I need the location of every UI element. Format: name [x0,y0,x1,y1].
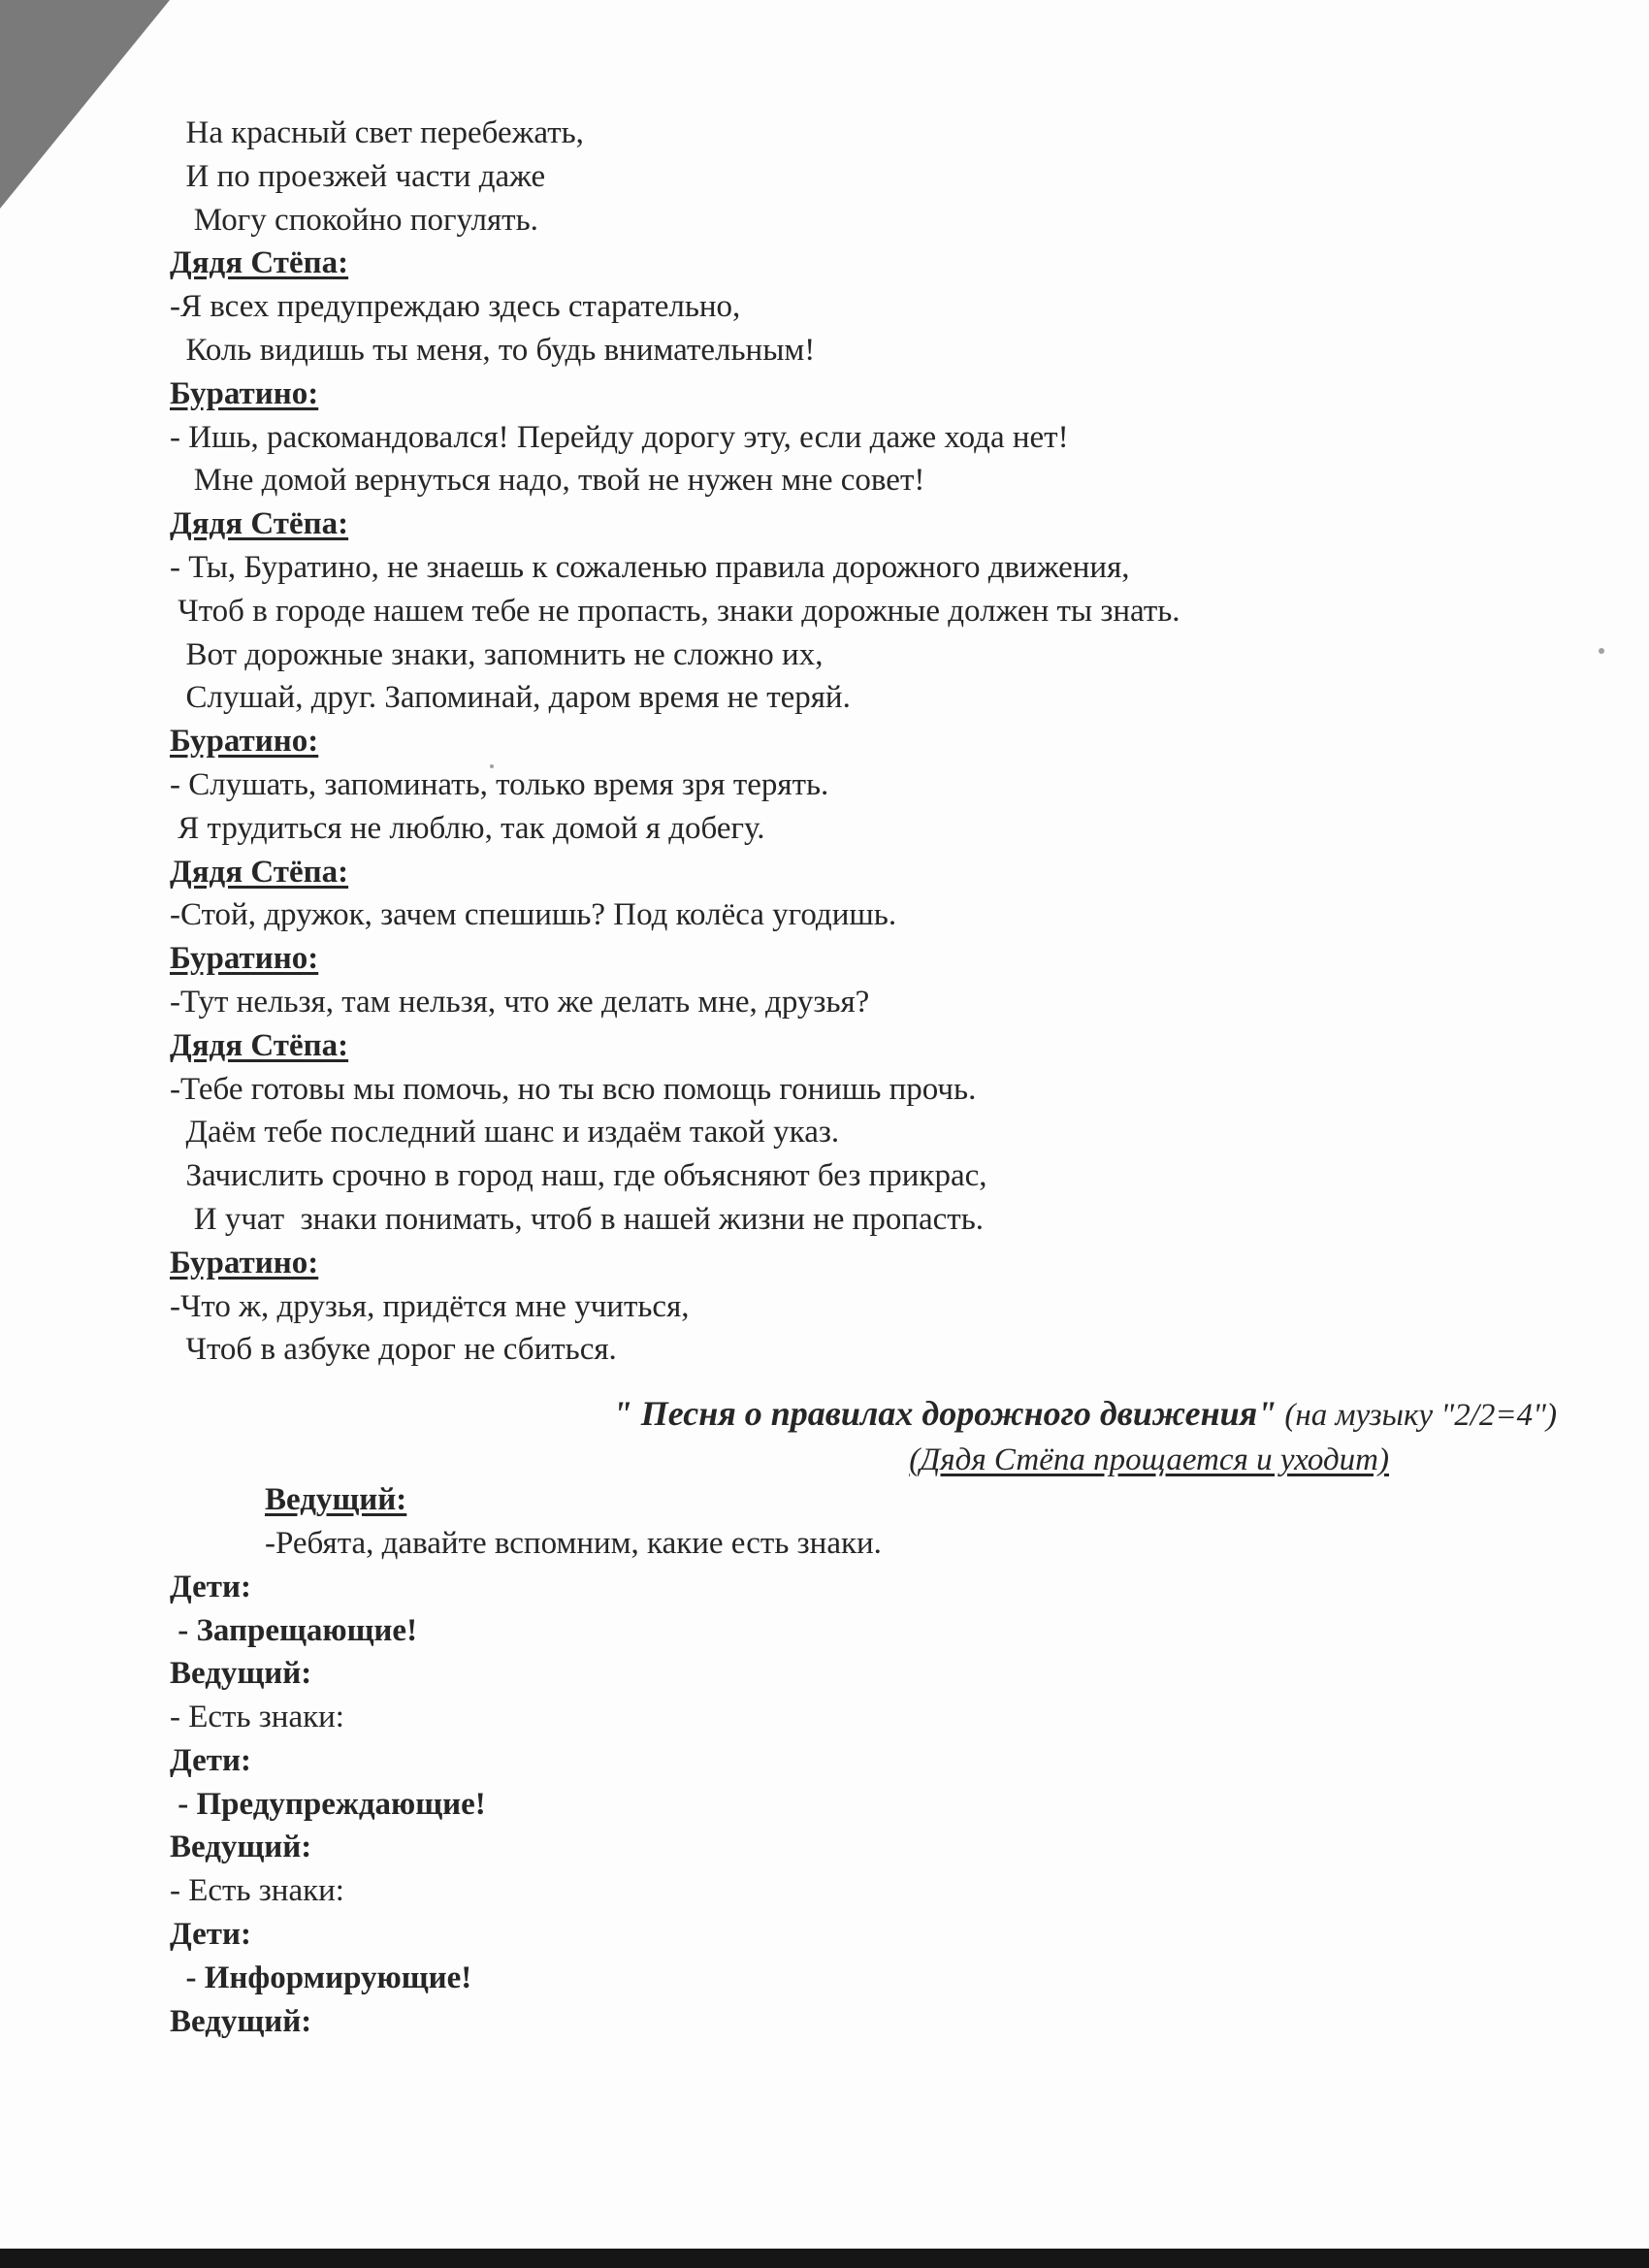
speaker-label: Дядя Стёпа: [170,854,349,890]
song-title: " Песня о правилах дорожного движения" [612,1394,1277,1434]
speaker-label: Дети: [170,1917,251,1953]
text-line: Коль видишь ты меня, то будь внимательным! [170,332,816,368]
speaker-label: Ведущий: [170,2003,312,2039]
speaker-label: Дядя Стёпа: [170,506,349,542]
text-line: - Есть знаки: [170,1873,344,1909]
text-line: Чтоб в городе нашем тебе не пропасть, знаки дорожные должен ты знать. [170,593,1180,629]
text-line: - Ты, Буратино, не знаешь к сожаленью правила дорожного движения, [170,549,1130,585]
text-line: Вот дорожные знаки, запомнить не сложно их, [170,636,824,672]
text-line: Могу спокойно погулять. [170,202,538,238]
text-line: -Тут нельзя, там нельзя, что же делать мне, друзья? [170,984,870,1020]
text-line: -Тебе готовы мы помочь, но ты всю помощь гонишь прочь. [170,1071,977,1107]
text-line: -Что ж, друзья, придётся мне учиться, [170,1288,690,1324]
scan-bottom-edge [0,2249,1649,2268]
text-line: Зачислить срочно в город наш, где объясняют без прикрас, [170,1158,987,1194]
stage-direction: (Дядя Стёпа прощается и уходит) [909,1442,1389,1478]
kids-reply: - Запрещающие! [170,1612,418,1648]
speaker-label: Буратино: [170,724,319,760]
speaker-label: Ведущий: [170,1830,312,1865]
scan-folded-corner [0,0,170,209]
text-line: Слушай, друг. Запоминай, даром время не теряй. [170,680,851,716]
song-music-note: (на музыку "2/2=4") [1277,1398,1557,1434]
text-line: Мне домой вернуться надо, твой не нужен мне совет! [170,463,925,499]
text-line: - Есть знаки: [170,1700,344,1735]
scan-speck [1599,648,1604,654]
speaker-label: Дядя Стёпа: [170,245,349,281]
speaker-label: Ведущий: [265,1482,407,1518]
text-line: Чтоб в азбуке дорог не сбиться. [170,1332,617,1368]
text-line: -Я всех предупреждаю здесь старательно, [170,289,741,325]
text-line: Даём тебе последний шанс и издаём такой указ. [170,1115,840,1150]
text-line: - Слушать, запоминать, только время зря терять. [170,766,829,802]
text-line: Я трудиться не люблю, так домой я добегу. [170,810,765,846]
script-page [170,112,1557,2043]
text-line: И учат знаки понимать, чтоб в нашей жизни не пропасть. [170,1201,985,1237]
text-line: На красный свет перебежать, [170,115,584,150]
speaker-label: Буратино: [170,375,319,411]
kids-reply: - Информирующие! [170,1960,472,1995]
speaker-label: Дядя Стёпа: [170,1027,349,1063]
speaker-label: Дети: [170,1569,251,1604]
speaker-label: Ведущий: [170,1656,312,1692]
speaker-label: Буратино: [170,1245,319,1280]
text-line: - Ишь, раскомандовался! Перейду дорогу эту, если даже хода нет! [170,419,1069,455]
text-line: -Стой, дружок, зачем спешишь? Под колёса угодишь. [170,897,897,933]
kids-reply: - Предупреждающие! [170,1786,486,1822]
speaker-label: Буратино: [170,941,319,977]
song-heading [170,1385,1557,1442]
text-line: И по проезжей части даже [170,158,546,194]
speaker-label: Дети: [170,1742,251,1778]
text-line: -Ребята, давайте вспомним, какие есть знаки. [265,1525,882,1561]
